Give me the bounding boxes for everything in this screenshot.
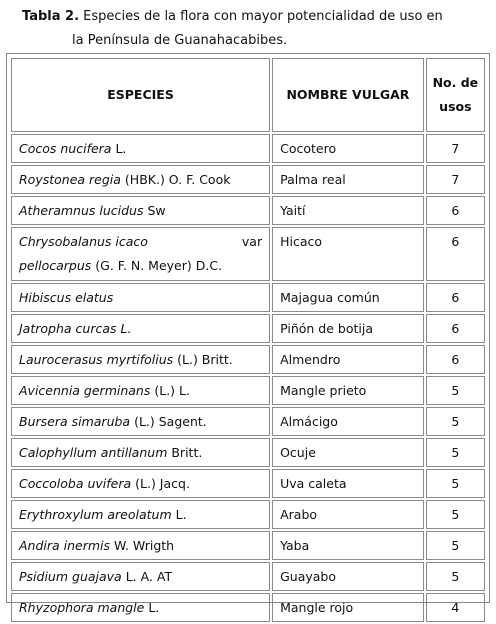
common-name-cell: Mangle rojo	[272, 593, 424, 622]
author-text: (L.) Jacq.	[135, 476, 190, 491]
common-name-cell: Almácigo	[272, 407, 424, 436]
common-name-cell: Yaití	[272, 196, 424, 225]
species-cell	[11, 134, 270, 163]
table-body	[11, 134, 485, 622]
species-cell	[11, 562, 270, 591]
table-row	[11, 531, 485, 560]
caption-label: Tabla 2.	[22, 9, 80, 24]
table-row	[11, 469, 485, 498]
author-text: L.	[175, 507, 187, 522]
uses-count-cell: 5	[426, 562, 485, 591]
scientific-name: Erythroxylum areolatum	[19, 507, 172, 522]
header-common-name: NOMBRE VULGAR	[272, 58, 424, 132]
scientific-name: Cocos nucifera	[19, 141, 112, 156]
table-row	[11, 314, 485, 343]
uses-count-cell: 6	[426, 345, 485, 374]
table-row	[11, 283, 485, 312]
common-name-cell: Piñón de botija	[272, 314, 424, 343]
common-name-cell: Palma real	[272, 165, 424, 194]
species-line-2	[19, 254, 262, 278]
author-text: var	[241, 234, 263, 249]
species-cell	[11, 196, 270, 225]
common-name-cell: Almendro	[272, 345, 424, 374]
author-text: (L.) Sagent.	[134, 414, 207, 429]
species-cell	[11, 593, 270, 622]
caption-line-1	[22, 5, 490, 29]
scientific-name: Psidium guajava	[19, 569, 122, 584]
species-cell	[11, 531, 270, 560]
species-cell	[11, 227, 270, 281]
table-row	[11, 345, 485, 374]
author-text: Britt.	[171, 445, 203, 460]
uses-count-cell: 6	[426, 314, 485, 343]
species-cell	[11, 314, 270, 343]
author-text-var: (G. F. N. Meyer) D.C.	[95, 258, 223, 273]
scientific-name-var: pellocarpus	[19, 258, 92, 273]
author-text: L.	[115, 141, 127, 156]
uses-count-cell: 5	[426, 438, 485, 467]
scientific-name: Avicennia germinans	[19, 383, 151, 398]
uses-count-cell: 6	[426, 283, 485, 312]
common-name-cell: Cocotero	[272, 134, 424, 163]
scientific-name: Andira inermis	[19, 538, 111, 553]
species-cell	[11, 345, 270, 374]
author-text: Sw	[147, 203, 166, 218]
uses-count-cell: 4	[426, 593, 485, 622]
table-row	[11, 407, 485, 436]
common-name-cell: Uva caleta	[272, 469, 424, 498]
species-cell	[11, 469, 270, 498]
uses-count-cell: 5	[426, 500, 485, 529]
uses-count-cell: 6	[426, 196, 485, 225]
common-name-cell: Guayabo	[272, 562, 424, 591]
common-name-cell: Mangle prieto	[272, 376, 424, 405]
scientific-name: Bursera simaruba	[19, 414, 131, 429]
common-name-cell: Hicaco	[272, 227, 424, 281]
table-row	[11, 134, 485, 163]
uses-count-cell: 5	[426, 531, 485, 560]
author-text: (L.) Britt.	[177, 352, 233, 367]
common-name-cell: Arabo	[272, 500, 424, 529]
uses-count-cell: 7	[426, 165, 485, 194]
author-text: (L.) L.	[154, 383, 190, 398]
table-row	[11, 196, 485, 225]
author-text: W. Wrigth	[114, 538, 175, 553]
species-line-1	[19, 230, 262, 254]
table-row	[11, 593, 485, 622]
table-row	[11, 227, 485, 281]
species-cell	[11, 407, 270, 436]
header-species: ESPECIES	[11, 58, 270, 132]
common-name-cell: Yaba	[272, 531, 424, 560]
author-text: L.	[148, 600, 160, 615]
uses-count-cell: 5	[426, 469, 485, 498]
scientific-name: Calophyllum antillanum	[19, 445, 168, 460]
caption-text-1: Especies de la flora con mayor potencialidad de uso en	[83, 9, 443, 24]
species-cell	[11, 500, 270, 529]
scientific-name: Laurocerasus myrtifolius	[19, 352, 174, 367]
scientific-name: Rhyzophora mangle	[19, 600, 145, 615]
scientific-name: Chrysobalanus icaco	[19, 234, 148, 249]
caption-line-2: la Península de Guanahacabibes.	[72, 33, 288, 48]
author-text: L. A. AT	[125, 569, 173, 584]
uses-count-cell: 7	[426, 134, 485, 163]
common-name-cell: Majagua común	[272, 283, 424, 312]
scientific-name: Hibiscus elatus	[19, 290, 114, 305]
species-cell	[11, 376, 270, 405]
table-row	[11, 438, 485, 467]
scientific-name: Jatropha curcas L.	[19, 321, 132, 336]
species-cell	[11, 438, 270, 467]
species-cell	[11, 165, 270, 194]
table-row	[11, 165, 485, 194]
table-row	[11, 562, 485, 591]
uses-count-cell: 6	[426, 227, 485, 281]
table-row	[11, 500, 485, 529]
table-row	[11, 376, 485, 405]
author-text: (HBK.) O. F. Cook	[124, 172, 231, 187]
species-table	[9, 56, 487, 624]
uses-count-cell: 5	[426, 376, 485, 405]
table-caption	[22, 5, 490, 53]
common-name-cell: Ocuje	[272, 438, 424, 467]
scientific-name: Coccoloba uvifera	[19, 476, 132, 491]
species-table-frame	[6, 53, 490, 615]
scientific-name: Atheramnus lucidus	[19, 203, 144, 218]
species-cell	[11, 283, 270, 312]
uses-count-cell: 5	[426, 407, 485, 436]
header-uses: No. de usos	[426, 58, 485, 132]
scientific-name: Roystonea regia	[19, 172, 121, 187]
